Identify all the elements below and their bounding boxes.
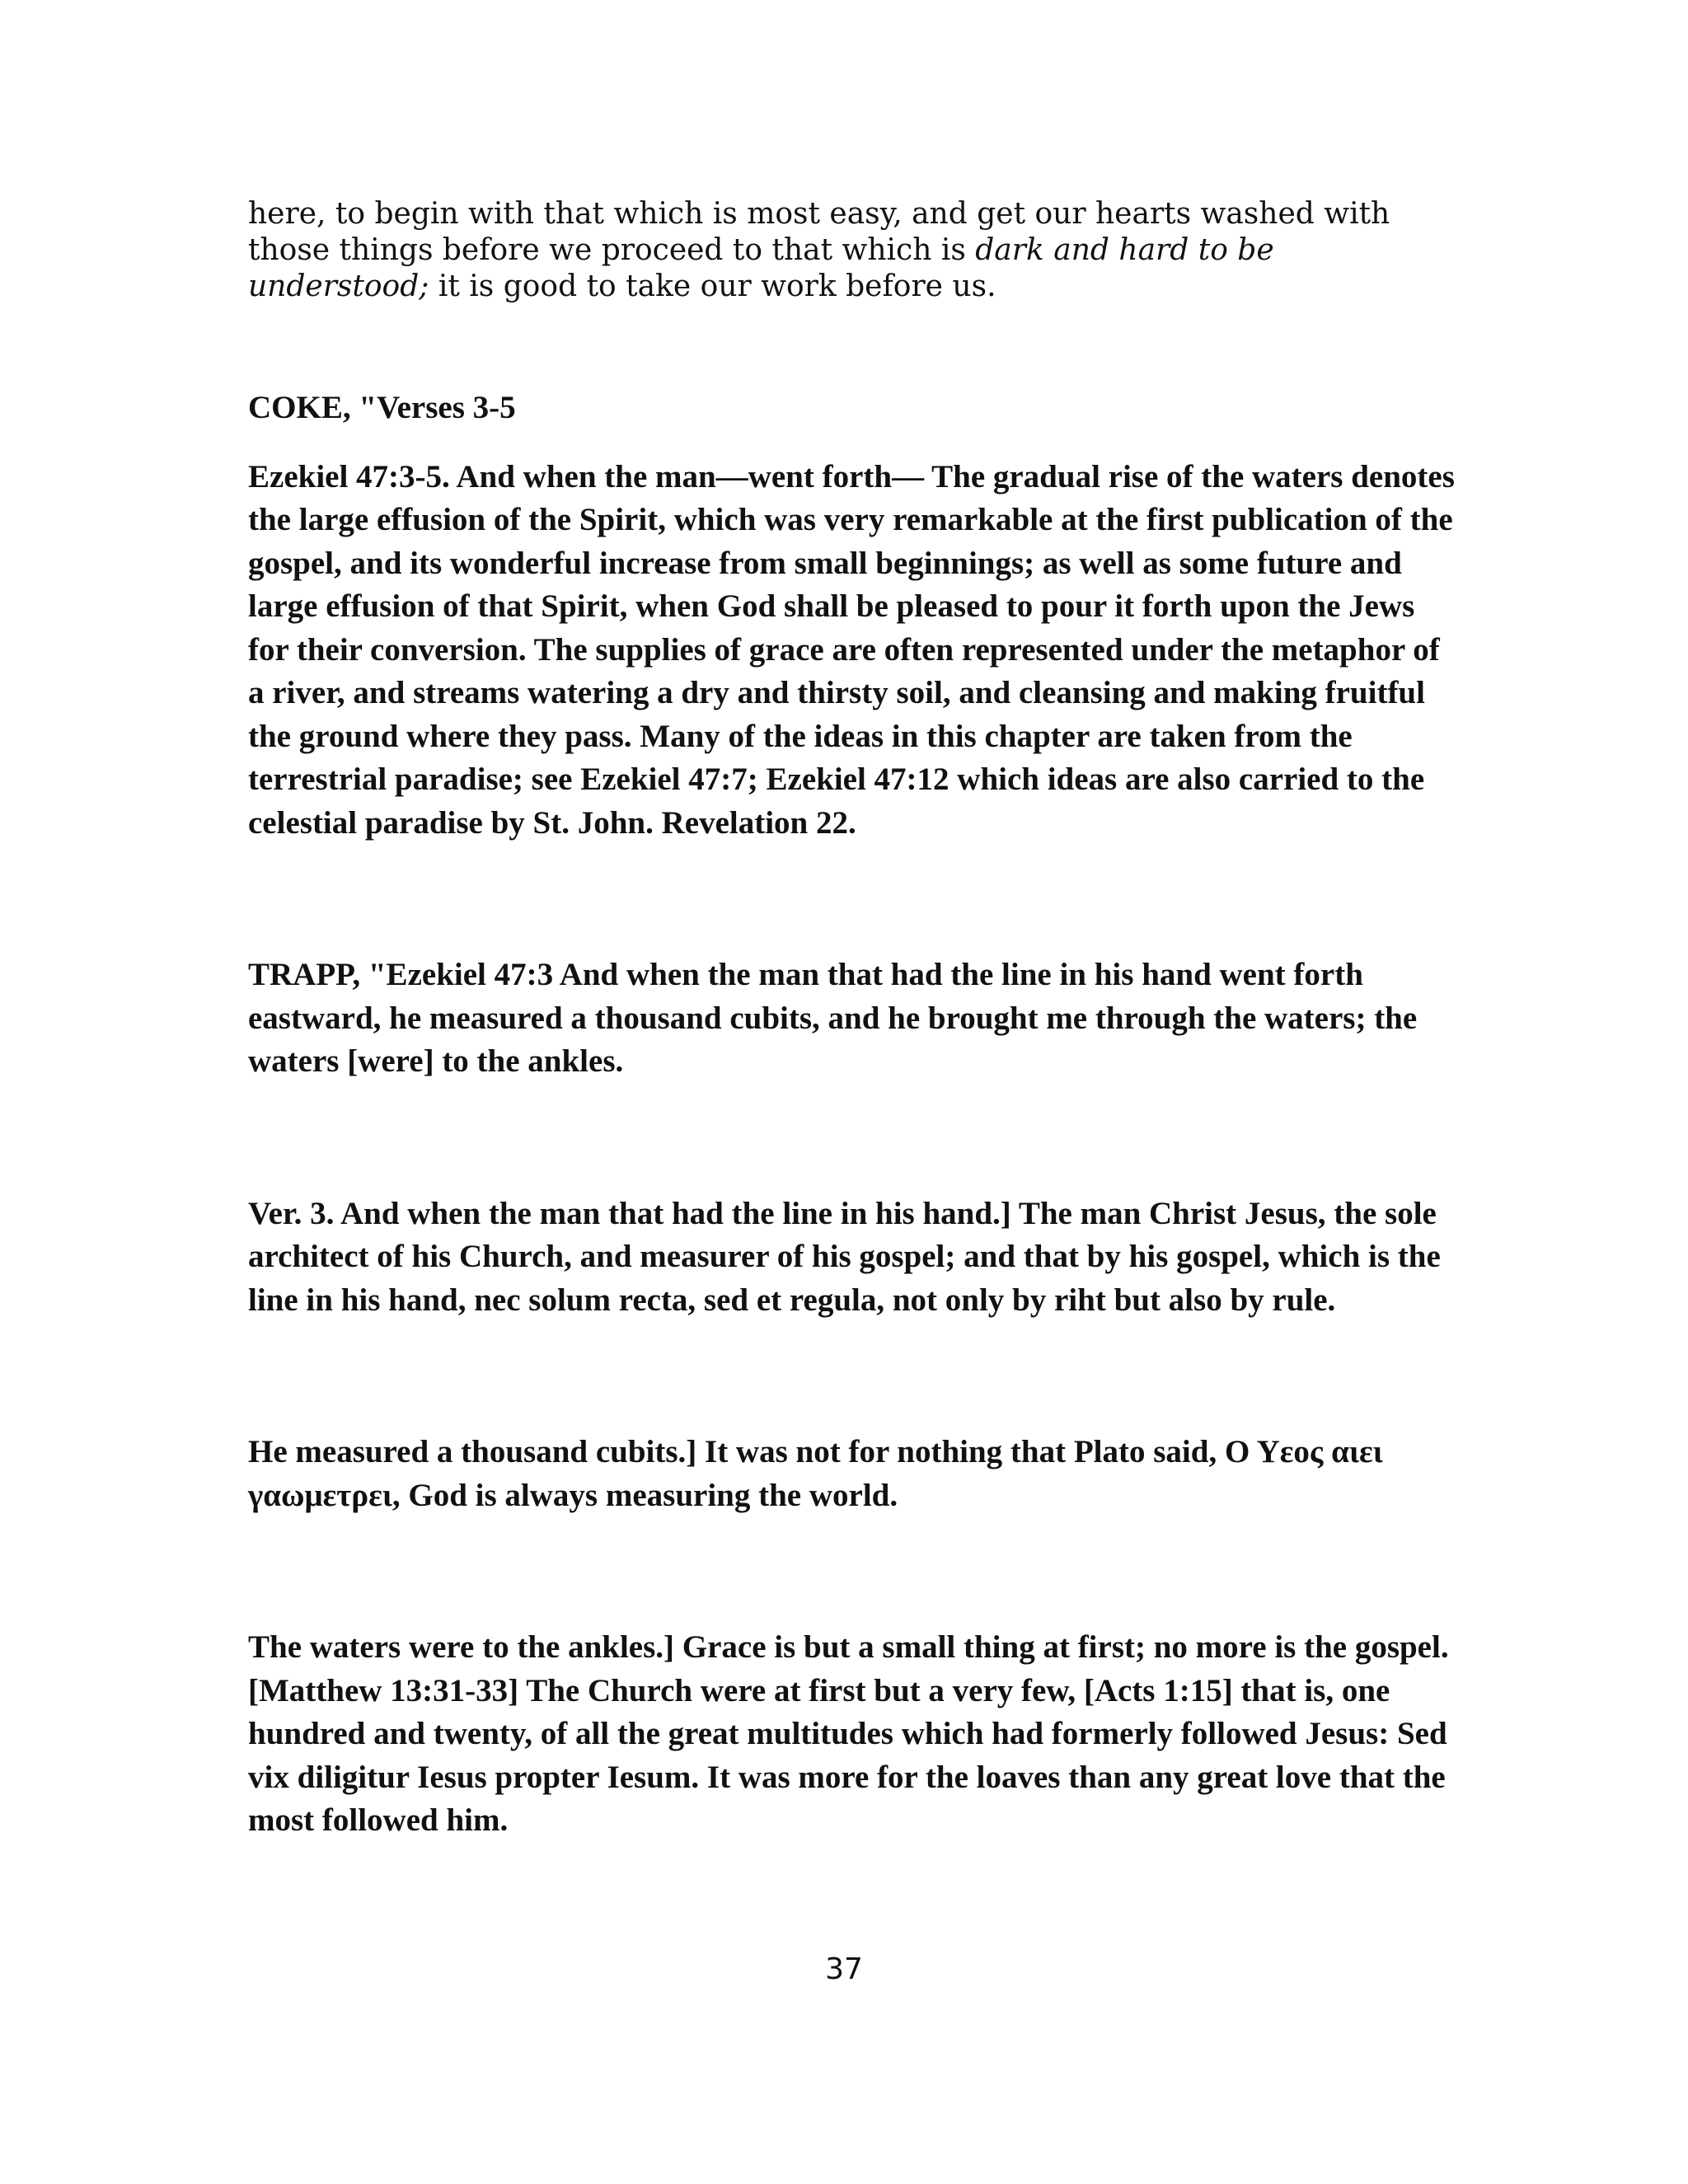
intro-paragraph xyxy=(248,196,1460,305)
page-number: 37 xyxy=(825,1952,863,1986)
intro-text-start: here, to begin with that which is most easy, and get our hearts washed with those things before we proceed to that which is xyxy=(248,197,1390,267)
coke-heading: COKE, "Verses 3-5 xyxy=(248,390,516,425)
intro-text-end: it is good to take our work before us. xyxy=(429,269,996,303)
ver3-paragraph: Ver. 3. And when the man that had the line in his hand.] The man Christ Jesus, the sole architect of his Church, and measurer of his gospel; and that by his gospel, which is the line in his hand, nec solum recta, sed et regula, not only by riht but also by rule. xyxy=(248,1195,1441,1318)
trapp-verse-paragraph: TRAPP, "Ezekiel 47:3 And when the man that had the line in his hand went forth eastward, he measured a thousand cubits, and he brought me through the waters; the waters [were] to the ankles. xyxy=(248,957,1418,1079)
waters-ankles-paragraph: The waters were to the ankles.] Grace is but a small thing at first; no more is the gospel. [Matthew 13:31-33] The Church were at first but a very few, [Acts 1:15] that is, one hundred and twenty, of all the great multitudes which had formerly followed Jesus: Sed vix diligitur Iesus propter Iesum. It was more for the loaves than any great love that the most followed him. xyxy=(248,1629,1449,1838)
intro-italic-phrase: dark and hard to be understood; xyxy=(248,233,1274,303)
page-content xyxy=(248,196,1460,1843)
coke-commentary-paragraph: Ezekiel 47:3-5. And when the man—went forth— The gradual rise of the waters denotes the large effusion of the Spirit, which was very remarkable at the first publication of the gospel, and its wonderful increase from small beginnings; as well as some future and large effusion of that Spirit, when God shall be pleased to pour it forth upon the Jews for their conversion. The supplies of grace are often represented under the metaphor of a river, and streams watering a dry and thirsty soil, and cleansing and making fruitful the ground where they pass. Many of the ideas in this chapter are taken from the terrestrial paradise; see Ezekiel 47:7; Ezekiel 47:12 which ideas are also carried to the celestial paradise by St. John. Revelation 22. xyxy=(248,458,1455,841)
measured-cubits-paragraph: He measured a thousand cubits.] It was not for nothing that Plato said, Ο Υεος αιει γαωμετρει, God is always measuring the world. xyxy=(248,1434,1383,1513)
